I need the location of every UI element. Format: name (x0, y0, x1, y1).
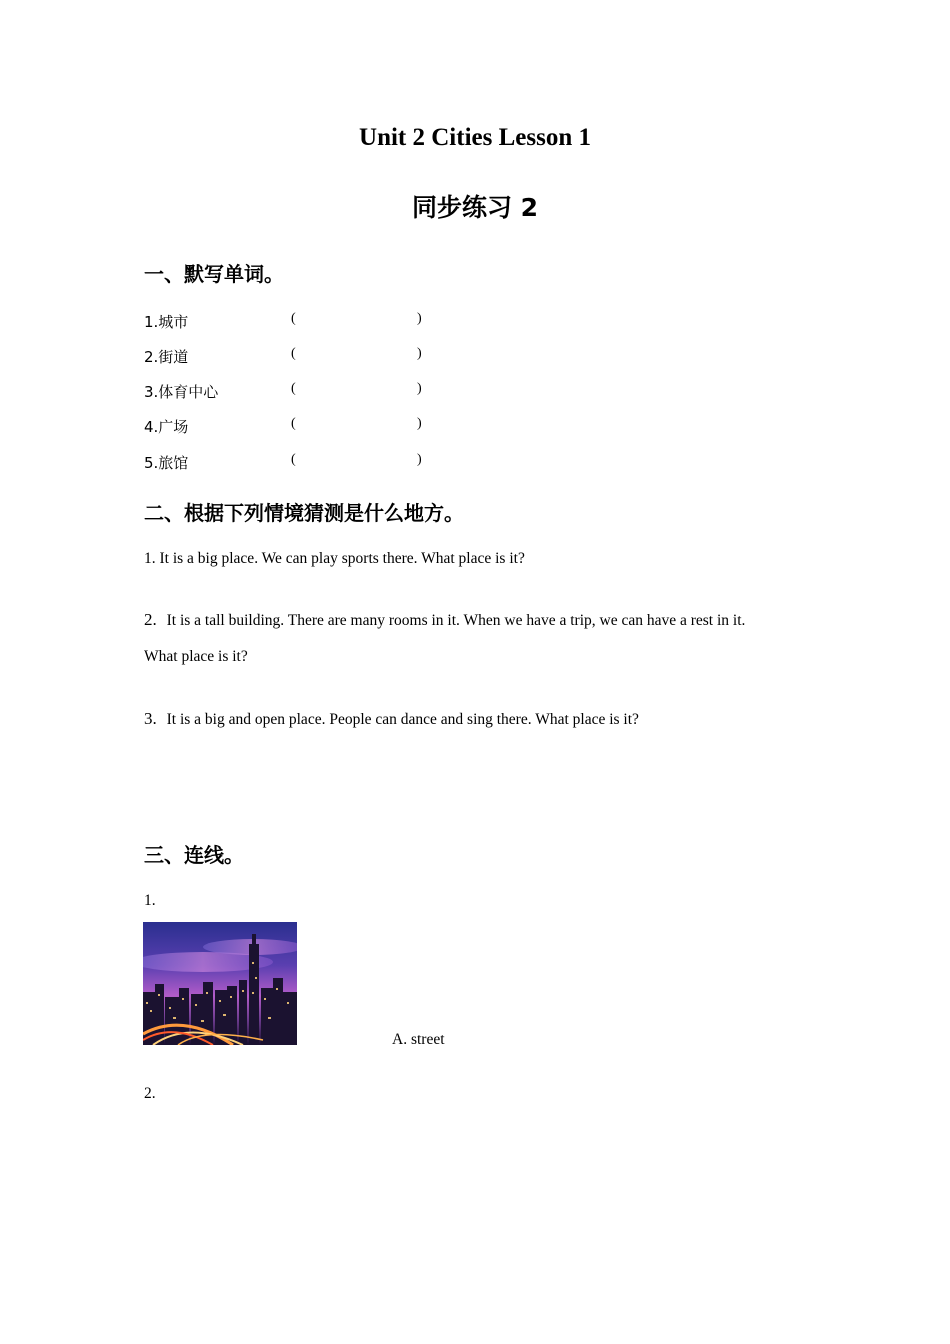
question-3 (144, 709, 639, 729)
word-label: 3.体育中心 (144, 383, 219, 401)
paren-close: ) (417, 311, 422, 326)
city-skyline-illustration (143, 922, 297, 1045)
word-item-4 (144, 416, 444, 438)
question-number: 3. (144, 709, 157, 728)
question-text: It is a big and open place. People can dance and sing there. What place is it? (166, 711, 639, 728)
paren-open: ( (291, 416, 296, 431)
match-item-2-number: 2. (144, 1085, 156, 1102)
paren-close: ) (417, 452, 422, 467)
question-text: It is a big place. We can play sports there. What place is it? (159, 550, 525, 567)
paren-open: ( (291, 311, 296, 326)
city-night-image (143, 922, 297, 1045)
question-2 (144, 610, 745, 630)
paren-close: ) (417, 346, 422, 361)
word-item-3 (144, 381, 444, 403)
word-item-5 (144, 452, 444, 474)
question-number: 2. (144, 610, 157, 629)
page-subtitle: 同步练习 2 (411, 193, 539, 222)
question-1 (144, 550, 525, 568)
question-2-continued: What place is it? (144, 648, 248, 665)
section-2-heading: 二、根据下列情境猜测是什么地方。 (144, 501, 464, 525)
match-option-a: A. street (392, 1031, 445, 1048)
section-3-heading: 三、连线。 (144, 843, 244, 867)
word-label: 4.广场 (144, 418, 189, 436)
paren-open: ( (291, 381, 296, 396)
word-label: 2.街道 (144, 348, 189, 366)
question-number: 1. (144, 550, 156, 567)
paren-open: ( (291, 452, 296, 467)
section-1-heading: 一、默写单词。 (144, 262, 284, 286)
paren-open: ( (291, 346, 296, 361)
match-item-1-number: 1. (144, 892, 156, 909)
paren-close: ) (417, 381, 422, 396)
paren-close: ) (417, 416, 422, 431)
word-item-2 (144, 346, 444, 368)
word-item-1 (144, 311, 444, 333)
question-text: It is a tall building. There are many rooms in it. When we have a trip, we can have a rest in it. (166, 612, 746, 629)
word-label: 1.城市 (144, 313, 189, 331)
page-title: Unit 2 Cities Lesson 1 (359, 124, 591, 151)
word-label: 5.旅馆 (144, 454, 189, 472)
